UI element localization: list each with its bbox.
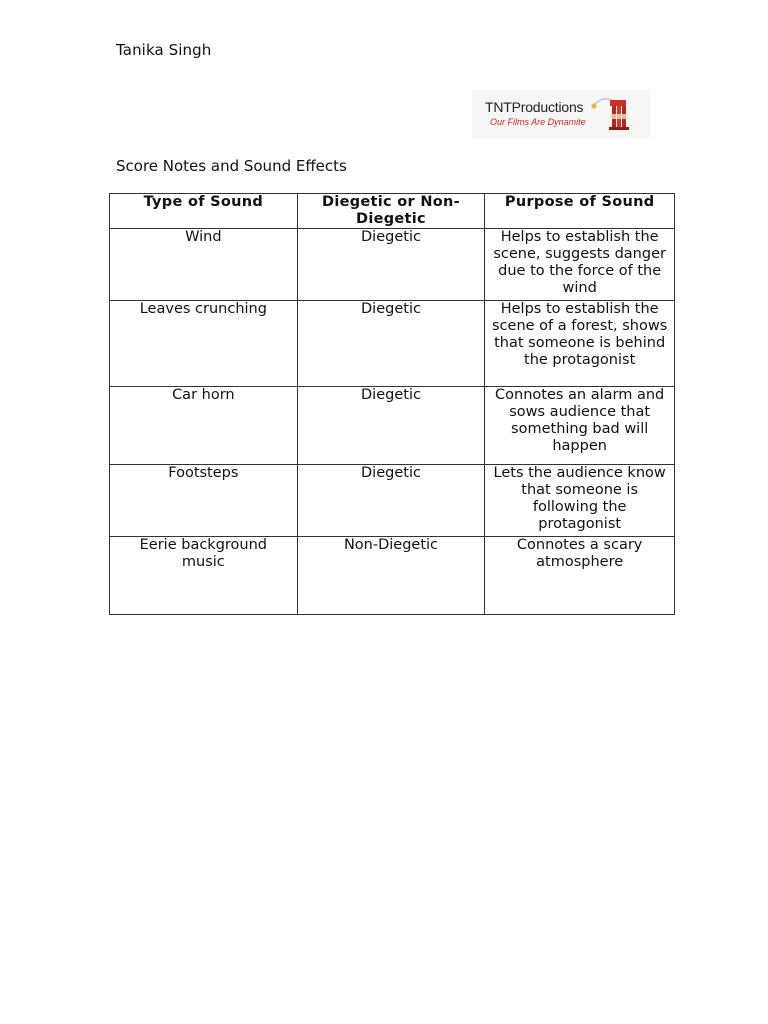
logo-tagline: Our Films Are Dynamite: [490, 117, 586, 127]
header-purpose: Purpose of Sound: [485, 194, 675, 229]
header-type-of-sound: Type of Sound: [110, 194, 298, 229]
cell-purpose: Lets the audience know that someone is following the protagonist: [485, 465, 675, 537]
cell-type: Eerie background music: [110, 537, 298, 615]
table-row: [110, 465, 675, 537]
table-row: [110, 387, 675, 465]
document-title: Score Notes and Sound Effects: [116, 157, 347, 175]
table-header-row: [110, 194, 675, 229]
cell-diegetic: Diegetic: [297, 387, 485, 465]
cell-purpose: Helps to establish the scene, suggests danger due to the force of the wind: [485, 229, 675, 301]
table-row: [110, 537, 675, 615]
dynamite-clapper-icon: [590, 94, 634, 134]
cell-purpose: Connotes an alarm and sows audience that something bad will happen: [485, 387, 675, 465]
header-diegetic: Diegetic or Non-Diegetic: [297, 194, 485, 229]
author-name: Tanika Singh: [116, 41, 212, 59]
cell-type: Leaves crunching: [110, 301, 298, 387]
table-row: [110, 229, 675, 301]
cell-type: Car horn: [110, 387, 298, 465]
logo-brand-text: TNTProductions: [485, 99, 584, 115]
cell-purpose: Helps to establish the scene of a forest, shows that someone is behind the protagonist: [485, 301, 675, 387]
cell-diegetic: Diegetic: [297, 229, 485, 301]
cell-diegetic: Diegetic: [297, 301, 485, 387]
cell-diegetic: Diegetic: [297, 465, 485, 537]
sound-table: [109, 193, 675, 615]
table-row: [110, 301, 675, 387]
tnt-productions-logo: [472, 90, 650, 138]
cell-diegetic: Non-Diegetic: [297, 537, 485, 615]
cell-purpose: Connotes a scary atmosphere: [485, 537, 675, 615]
cell-type: Footsteps: [110, 465, 298, 537]
cell-type: Wind: [110, 229, 298, 301]
